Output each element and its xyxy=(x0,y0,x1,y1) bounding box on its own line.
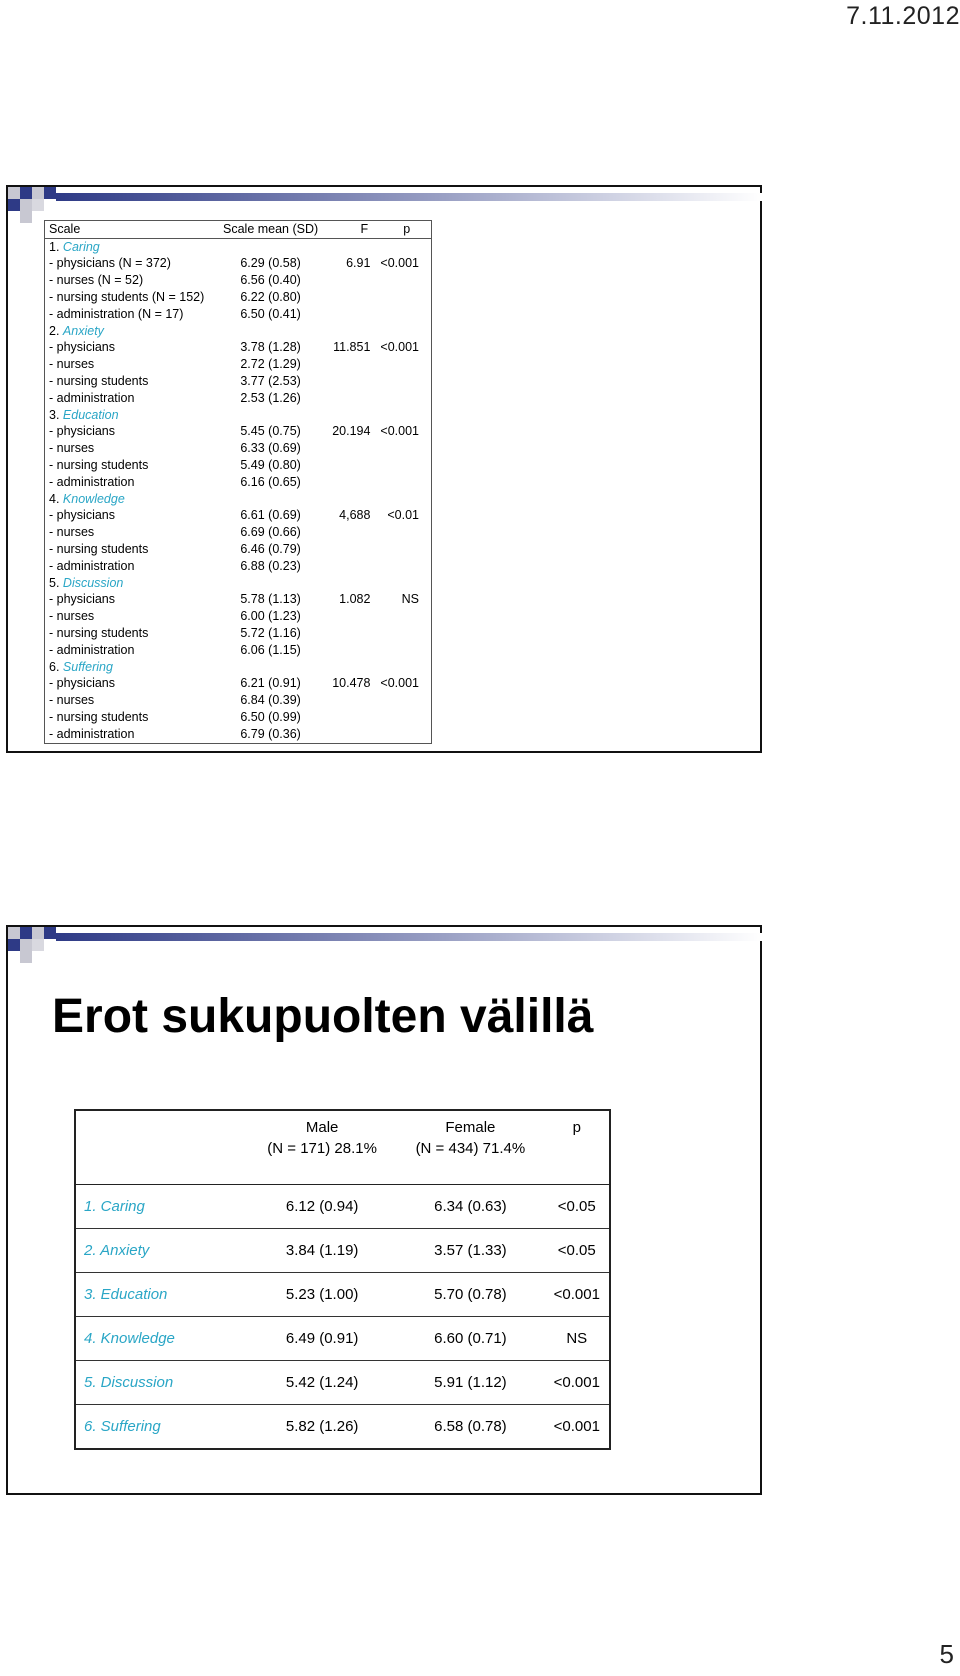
group-label: - administration xyxy=(49,642,135,657)
group-label: - administration xyxy=(49,726,135,741)
scale-mean: 6.16 (0.65) xyxy=(240,474,301,489)
scale-label: 1. Caring xyxy=(75,1185,248,1229)
scale-mean: 6.88 (0.23) xyxy=(240,558,301,573)
scale-label: 4. Knowledge xyxy=(75,1317,248,1361)
male-value: 6.49 (0.91) xyxy=(248,1317,396,1361)
column-header-female xyxy=(396,1110,544,1185)
p-value: NS xyxy=(401,592,420,607)
scale-means-body xyxy=(45,238,432,743)
page-number: 5 xyxy=(939,1639,954,1669)
table-row xyxy=(45,390,432,407)
table-row xyxy=(45,541,432,558)
scale-mean: 5.72 (1.16) xyxy=(240,626,301,641)
table-row xyxy=(45,642,432,659)
scale-number: 2. xyxy=(49,323,60,338)
p-value xyxy=(376,709,431,726)
p-value: <0.05 xyxy=(545,1185,610,1229)
column-header-scale xyxy=(75,1110,248,1185)
group-label: - nurses xyxy=(49,609,95,624)
p-value: <0.001 xyxy=(380,676,420,691)
scale-mean: 6.29 (0.58) xyxy=(240,256,301,271)
f-value xyxy=(328,709,376,726)
table-row xyxy=(75,1185,610,1229)
scale-title-row xyxy=(45,491,432,508)
table-row xyxy=(45,558,432,575)
f-value: 10.478 xyxy=(332,676,371,691)
f-value xyxy=(328,306,376,323)
female-value: 5.91 (1.12) xyxy=(396,1361,544,1405)
p-value: <0.001 xyxy=(545,1273,610,1317)
p-value: <0.01 xyxy=(387,508,420,523)
group-label: - physicians xyxy=(49,592,115,607)
scale-title xyxy=(45,575,214,592)
f-value: 1.082 xyxy=(339,592,371,607)
f-value xyxy=(328,474,376,491)
group-label: - physicians xyxy=(49,424,115,439)
column-header-f: F xyxy=(328,221,376,239)
slide-scale-comparison xyxy=(6,185,762,753)
scale-label: 3. Education xyxy=(75,1273,248,1317)
f-value xyxy=(328,558,376,575)
table-row xyxy=(75,1405,610,1450)
male-value: 5.42 (1.24) xyxy=(248,1361,396,1405)
table-row xyxy=(45,306,432,323)
column-header-scale: Scale xyxy=(45,221,214,239)
female-value: 6.34 (0.63) xyxy=(396,1185,544,1229)
scale-name: Suffering xyxy=(62,659,113,674)
gender-table xyxy=(74,1109,611,1450)
scale-mean: 6.69 (0.66) xyxy=(240,525,301,540)
scale-mean: 3.77 (2.53) xyxy=(240,374,301,389)
scale-mean: 6.50 (0.99) xyxy=(240,710,301,724)
p-value xyxy=(376,692,431,709)
scale-mean: 5.45 (0.75) xyxy=(240,424,301,439)
table-row xyxy=(45,508,432,525)
f-value xyxy=(328,457,376,474)
scale-mean: 6.33 (0.69) xyxy=(240,441,301,456)
scale-title xyxy=(45,407,214,424)
f-value xyxy=(328,373,376,390)
male-value: 3.84 (1.19) xyxy=(248,1229,396,1273)
f-value xyxy=(328,524,376,541)
scale-mean: 6.06 (1.15) xyxy=(240,642,301,657)
group-label: - physicians (N = 372) xyxy=(49,256,171,271)
scale-name: Education xyxy=(62,407,119,422)
scale-mean: 3.78 (1.28) xyxy=(240,340,301,355)
table-row xyxy=(45,289,432,306)
p-value xyxy=(376,457,431,474)
scale-name: Knowledge xyxy=(62,491,125,506)
group-label: - administration xyxy=(49,558,135,573)
scale-label: 2. Anxiety xyxy=(75,1229,248,1273)
column-header-mean: Scale mean (SD) xyxy=(213,221,328,239)
group-label: - administration xyxy=(49,390,135,405)
table-row xyxy=(75,1273,610,1317)
scale-number: 6. xyxy=(49,659,60,674)
scale-title-row xyxy=(45,659,432,676)
male-header-line2: (N = 171) 28.1% xyxy=(267,1140,377,1157)
table-row xyxy=(45,256,432,273)
f-value xyxy=(328,440,376,457)
scale-title xyxy=(45,659,214,676)
scale-mean: 6.00 (1.23) xyxy=(240,609,301,624)
scale-mean: 6.79 (0.36) xyxy=(240,726,301,741)
p-value: <0.05 xyxy=(545,1229,610,1273)
column-header-p xyxy=(545,1110,610,1185)
group-label: - nurses xyxy=(49,525,95,540)
f-value: 6.91 xyxy=(346,256,371,271)
male-header-line1: Male xyxy=(305,1119,339,1136)
group-label: - physicians xyxy=(49,676,115,691)
p-value: NS xyxy=(545,1317,610,1361)
table-row xyxy=(45,272,432,289)
table-row xyxy=(75,1317,610,1361)
f-value xyxy=(328,608,376,625)
table-row xyxy=(45,676,432,693)
f-value xyxy=(328,356,376,373)
table-row xyxy=(45,608,432,625)
table-row xyxy=(45,709,432,726)
slide-title: Erot sukupuolten välillä xyxy=(52,990,594,1043)
scale-mean: 5.78 (1.13) xyxy=(240,592,301,607)
p-value xyxy=(376,306,431,323)
p-value xyxy=(376,373,431,390)
male-value: 5.23 (1.00) xyxy=(248,1273,396,1317)
group-label: - administration (N = 17) xyxy=(49,306,184,321)
scale-title-row xyxy=(45,407,432,424)
slide-gender-differences xyxy=(6,925,762,1495)
group-label: - administration xyxy=(49,474,135,489)
group-label: - physicians xyxy=(49,508,115,523)
table-row xyxy=(45,592,432,609)
table-row xyxy=(45,692,432,709)
scale-name: Caring xyxy=(62,239,100,254)
table-row xyxy=(45,625,432,642)
p-value: <0.001 xyxy=(380,340,420,355)
column-header-p: p xyxy=(376,221,431,239)
p-value xyxy=(376,608,431,625)
scale-title xyxy=(45,323,214,340)
f-value xyxy=(328,390,376,407)
scale-mean: 6.21 (0.91) xyxy=(240,676,301,691)
scale-label: 5. Discussion xyxy=(75,1361,248,1405)
p-value xyxy=(376,558,431,575)
p-value: <0.001 xyxy=(380,256,420,271)
scale-number: 1. xyxy=(49,239,60,254)
scale-mean: 6.50 (0.41) xyxy=(240,306,301,321)
female-value: 3.57 (1.33) xyxy=(396,1229,544,1273)
group-label: - nurses xyxy=(49,693,95,708)
scale-mean: 5.49 (0.80) xyxy=(240,458,301,473)
column-header-male xyxy=(248,1110,396,1185)
p-value xyxy=(376,524,431,541)
p-value xyxy=(376,356,431,373)
p-header: p xyxy=(572,1119,581,1136)
f-value: 20.194 xyxy=(332,424,371,439)
female-value: 6.60 (0.71) xyxy=(396,1317,544,1361)
p-value xyxy=(376,541,431,558)
table-row xyxy=(45,524,432,541)
scale-mean: 6.61 (0.69) xyxy=(240,508,301,523)
scale-means-table xyxy=(44,220,432,744)
group-label: - nursing students xyxy=(49,542,149,557)
gender-table-body xyxy=(75,1185,610,1450)
p-value: <0.001 xyxy=(380,424,420,439)
page-date: 7.11.2012 xyxy=(846,2,960,30)
f-value xyxy=(328,726,376,743)
scale-mean: 6.56 (0.40) xyxy=(240,273,301,288)
p-value xyxy=(376,440,431,457)
f-value xyxy=(328,289,376,306)
table-row xyxy=(45,474,432,491)
f-value: 11.851 xyxy=(333,340,371,355)
p-value xyxy=(376,726,431,743)
p-value xyxy=(376,474,431,491)
table-row xyxy=(45,726,432,743)
group-label: - nursing students xyxy=(49,710,149,724)
scale-name: Discussion xyxy=(62,575,124,590)
group-label: - nursing students xyxy=(49,626,149,641)
table-row xyxy=(45,440,432,457)
table-row xyxy=(45,424,432,441)
f-value xyxy=(328,692,376,709)
female-header-line2: (N = 434) 71.4% xyxy=(415,1140,526,1157)
p-value: <0.001 xyxy=(545,1405,610,1450)
f-value: 4,688 xyxy=(339,508,371,523)
scale-title-row xyxy=(45,575,432,592)
group-label: - nursing students xyxy=(49,458,149,473)
table-row xyxy=(75,1361,610,1405)
group-label: - nurses xyxy=(49,357,95,372)
group-label: - nurses (N = 52) xyxy=(49,273,144,288)
male-value: 6.12 (0.94) xyxy=(248,1185,396,1229)
scale-mean: 2.72 (1.29) xyxy=(240,357,301,372)
scale-mean: 6.22 (0.80) xyxy=(240,290,301,305)
group-label: - nursing students xyxy=(49,374,149,389)
female-value: 6.58 (0.78) xyxy=(396,1405,544,1450)
scale-title-row xyxy=(45,238,432,255)
f-value xyxy=(328,541,376,558)
p-value xyxy=(376,390,431,407)
group-label: - nurses xyxy=(49,441,95,456)
female-header-line1: Female xyxy=(445,1119,496,1136)
table-row xyxy=(75,1229,610,1273)
p-value: <0.001 xyxy=(545,1361,610,1405)
p-value xyxy=(376,289,431,306)
scale-title xyxy=(45,491,214,508)
table-row xyxy=(45,340,432,357)
scale-title xyxy=(45,238,214,255)
scale-mean: 2.53 (1.26) xyxy=(240,390,301,405)
scale-title-row xyxy=(45,323,432,340)
slide-decoration xyxy=(8,927,762,981)
f-value xyxy=(328,625,376,642)
scale-label: 6. Suffering xyxy=(75,1405,248,1450)
group-label: - nursing students (N = 152) xyxy=(49,290,205,305)
p-value xyxy=(376,272,431,289)
male-value: 5.82 (1.26) xyxy=(248,1405,396,1450)
group-label: - physicians xyxy=(49,340,115,355)
f-value xyxy=(328,642,376,659)
table-row xyxy=(45,356,432,373)
scale-number: 5. xyxy=(49,575,60,590)
f-value xyxy=(328,272,376,289)
table-row xyxy=(45,457,432,474)
p-value xyxy=(376,642,431,659)
scale-number: 3. xyxy=(49,407,60,422)
scale-mean: 6.84 (0.39) xyxy=(240,693,301,708)
table-row xyxy=(45,373,432,390)
scale-mean: 6.46 (0.79) xyxy=(240,542,301,557)
scale-name: Anxiety xyxy=(62,323,104,338)
scale-number: 4. xyxy=(49,491,60,506)
female-value: 5.70 (0.78) xyxy=(396,1273,544,1317)
p-value xyxy=(376,625,431,642)
